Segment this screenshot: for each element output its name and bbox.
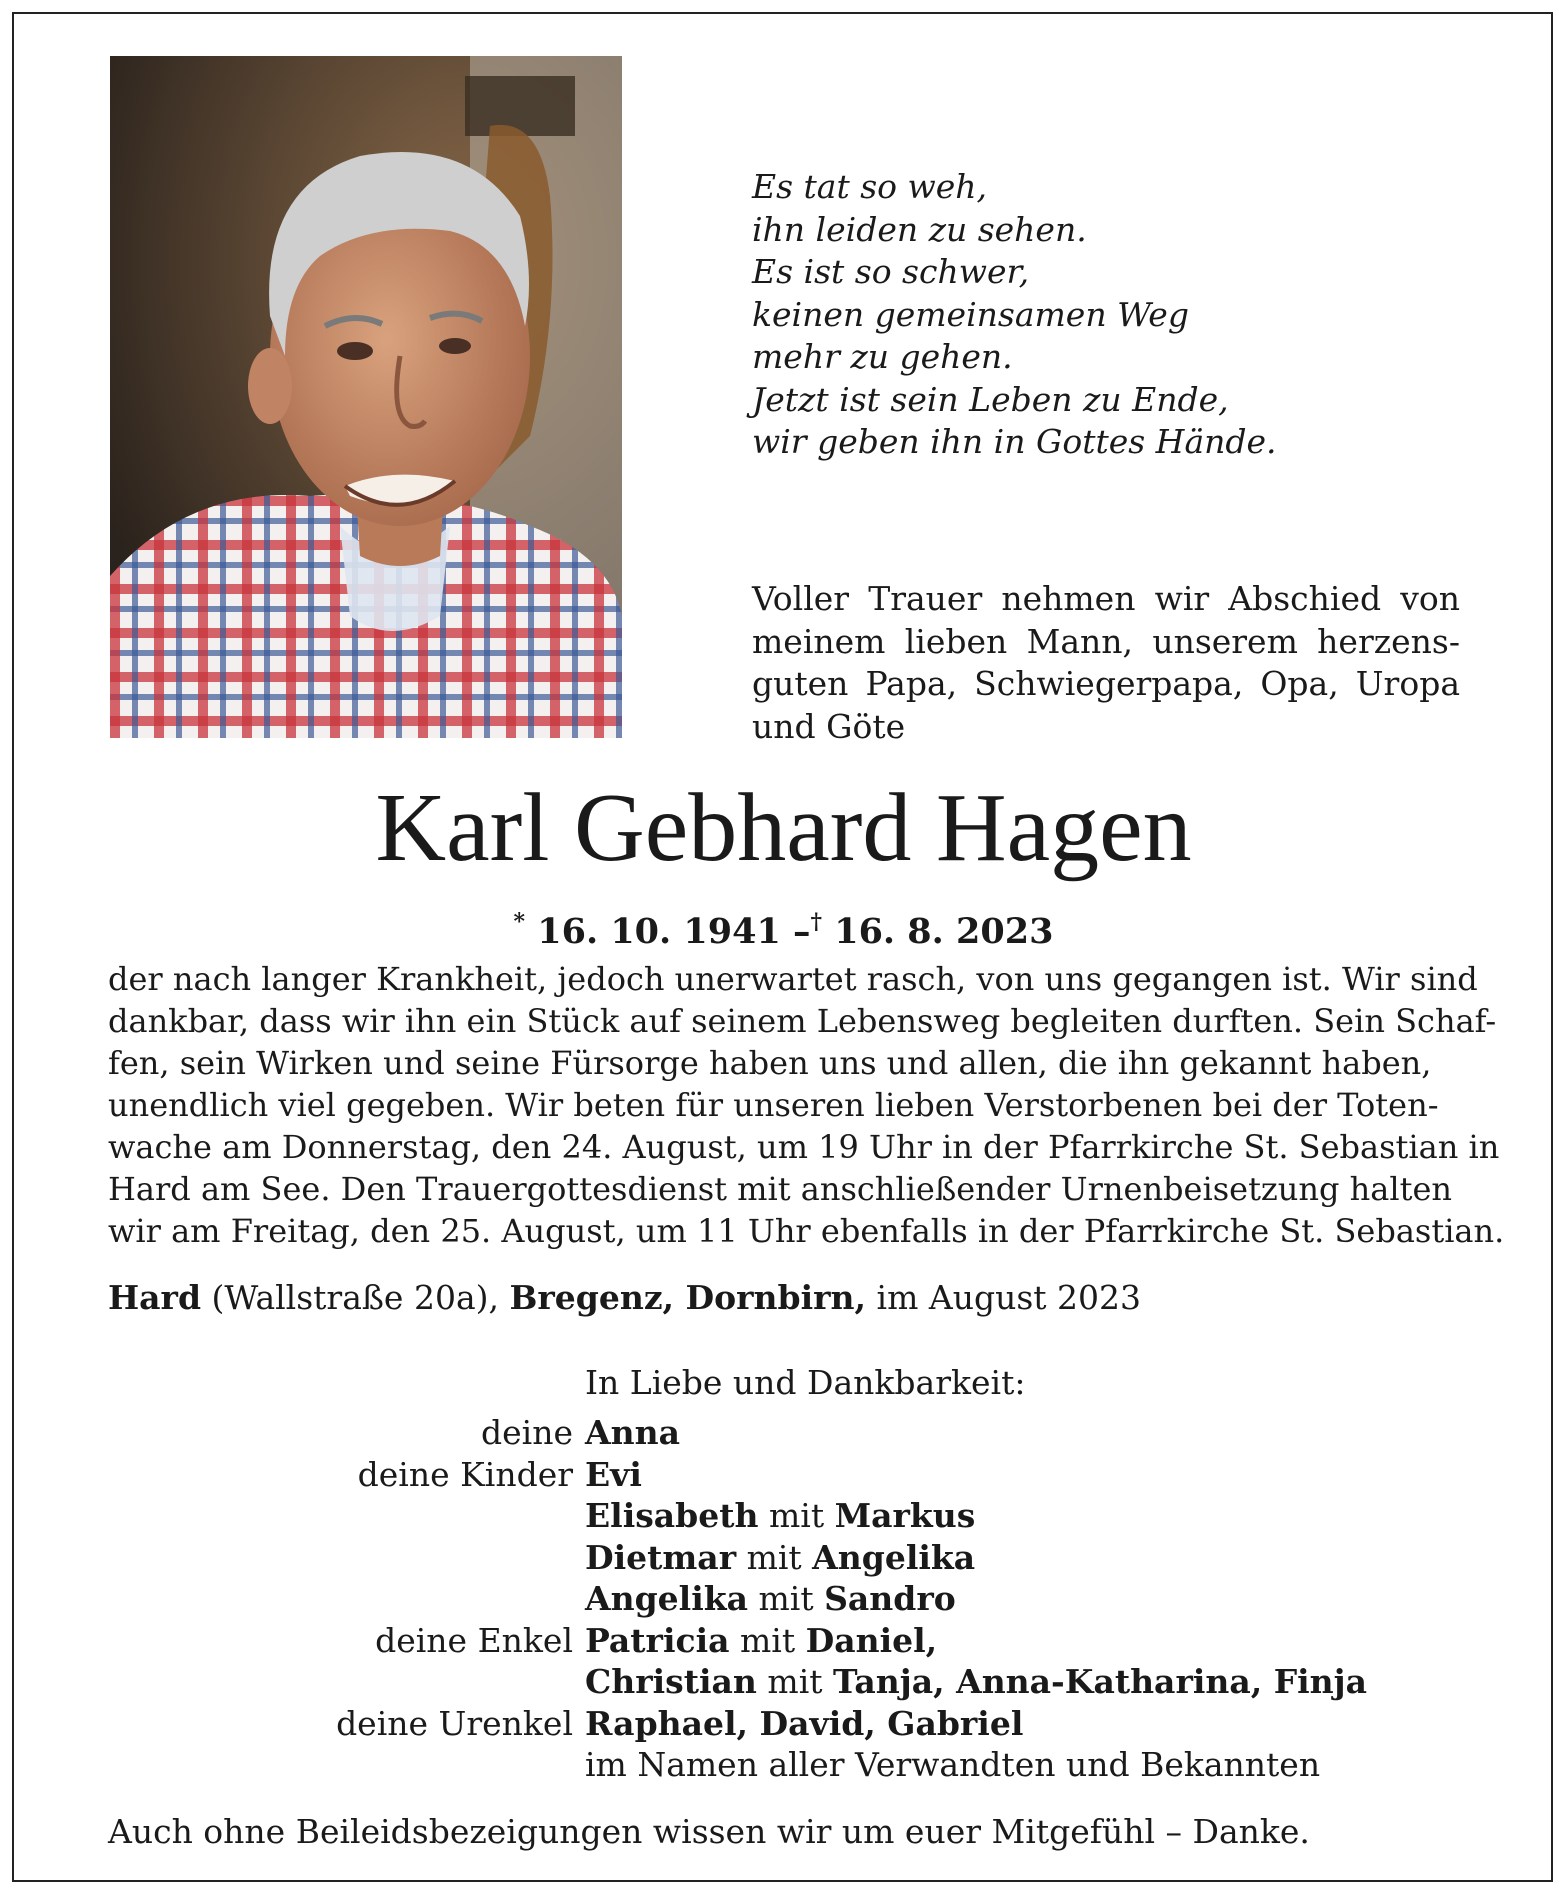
poem-line: wir geben ihn in Gottes Hände. bbox=[752, 422, 1277, 461]
family-row bbox=[300, 1412, 1367, 1454]
family-row bbox=[300, 1744, 1367, 1786]
family-names bbox=[585, 1661, 1367, 1703]
family-relation-label: deine Enkel bbox=[375, 1620, 573, 1660]
family-connector: im Namen aller Verwandten und Bekannten bbox=[585, 1745, 1321, 1784]
place-towns: Bregenz, Dornbirn, bbox=[509, 1278, 867, 1317]
death-date: 16. 8. 2023 bbox=[834, 911, 1054, 952]
body-line: dankbar, dass wir ihn ein Stück auf seinem Lebensweg begleiten durften. Sein Schaf- bbox=[108, 1002, 1497, 1040]
family-member-name: Sandro bbox=[824, 1579, 956, 1618]
poem-line: Jetzt ist sein Leben zu Ende, bbox=[752, 379, 1229, 419]
family-row bbox=[300, 1578, 1367, 1620]
family-relation-label: deine Urenkel bbox=[336, 1703, 573, 1743]
death-mark: † bbox=[810, 909, 823, 935]
family-member-name: Tanja, Anna-Katharina, Finja bbox=[833, 1662, 1367, 1701]
intro-paragraph: Voller Trauer nehmen wir Abschied von meinem lieben Mann, unserem herzensguten Papa, Schwiegerpapa, Opa, Uropa und Göte bbox=[752, 579, 1460, 746]
body-line: wir am Freitag, den 25. August, um 11 Uhr ebenfalls in der Pfarrkirche St. Sebastian. bbox=[108, 1212, 1505, 1250]
family-relation-label bbox=[300, 1495, 585, 1537]
family-list bbox=[300, 1412, 1367, 1786]
place-town: Hard bbox=[108, 1278, 202, 1317]
family-names bbox=[585, 1578, 956, 1620]
deceased-name: Karl Gebhard Hagen bbox=[375, 774, 1192, 882]
family-member-name: Angelika bbox=[812, 1537, 976, 1577]
body-line: unendlich viel gegeben. Wir beten für unseren lieben Verstorbenen bei der Toten- bbox=[108, 1086, 1439, 1124]
poem-line: mehr zu gehen. bbox=[752, 337, 1013, 376]
family-names bbox=[585, 1744, 1320, 1786]
life-dates bbox=[0, 900, 1567, 954]
family-connector: mit bbox=[758, 1496, 835, 1535]
family-relation-label bbox=[300, 1744, 585, 1786]
family-relation-label bbox=[300, 1537, 585, 1579]
family-relation-label bbox=[300, 1578, 585, 1620]
date-dash: – bbox=[793, 911, 811, 952]
poem bbox=[752, 166, 1472, 464]
family-row bbox=[300, 1537, 1367, 1579]
poem-line: ihn leiden zu sehen. bbox=[752, 209, 1087, 249]
family-relation-label: deine Kinder bbox=[357, 1454, 573, 1494]
family-member-name: Christian bbox=[585, 1662, 757, 1701]
poem-line: Es ist so schwer, bbox=[752, 252, 1030, 291]
family-names bbox=[585, 1412, 680, 1454]
place-address: (Wallstraße 20a), bbox=[211, 1278, 499, 1317]
family-row bbox=[300, 1495, 1367, 1537]
thanks-heading: In Liebe und Dankbarkeit: bbox=[585, 1363, 1026, 1402]
family-member-name: Daniel, bbox=[805, 1620, 938, 1660]
place-date: im August 2023 bbox=[876, 1278, 1141, 1317]
family-member-name: Anna bbox=[585, 1413, 680, 1452]
family-connector: mit bbox=[748, 1579, 825, 1618]
body-paragraph bbox=[108, 958, 1505, 1252]
family-names bbox=[585, 1454, 642, 1496]
body-line: fen, sein Wirken und seine Fürsorge haben uns und allen, die ihn gekannt haben, bbox=[108, 1044, 1432, 1082]
family-member-name: Angelika bbox=[585, 1579, 748, 1618]
closing-line: Auch ohne Beileidsbezeigungen wissen wir um euer Mitgefühl – Danke. bbox=[108, 1812, 1310, 1851]
body-line: der nach langer Krankheit, jedoch unerwartet rasch, von uns gegangen ist. Wir sind bbox=[108, 960, 1478, 998]
family-member-name: Elisabeth bbox=[585, 1496, 759, 1535]
family-row bbox=[300, 1661, 1367, 1703]
family-member-name: Markus bbox=[834, 1496, 976, 1535]
family-row bbox=[300, 1620, 1367, 1662]
family-names bbox=[585, 1537, 975, 1579]
body-line: Hard am See. Den Trauergottesdienst mit anschließender Urnenbeisetzung halten bbox=[108, 1170, 1452, 1208]
family-relation-label bbox=[300, 1661, 585, 1703]
family-relation-label: deine bbox=[481, 1413, 573, 1452]
family-connector: mit bbox=[729, 1620, 806, 1660]
birth-mark: * bbox=[513, 909, 526, 935]
family-names bbox=[585, 1495, 975, 1537]
family-member-name: Dietmar bbox=[585, 1537, 737, 1577]
family-connector: mit bbox=[736, 1537, 813, 1577]
family-row bbox=[300, 1454, 1367, 1496]
family-row bbox=[300, 1703, 1367, 1745]
place-and-date bbox=[108, 1277, 1141, 1319]
body-line: wache am Donnerstag, den 24. August, um 19 Uhr in der Pfarrkirche St. Sebastian in bbox=[108, 1128, 1500, 1166]
family-names bbox=[585, 1703, 1023, 1745]
portrait-illustration bbox=[110, 56, 622, 738]
family-member-name: Patricia bbox=[585, 1620, 730, 1660]
family-member-name: Evi bbox=[585, 1454, 642, 1494]
birth-date: 16. 10. 1941 bbox=[537, 911, 781, 952]
poem-line: Es tat so weh, bbox=[752, 167, 988, 206]
family-member-name: Raphael, David, Gabriel bbox=[585, 1703, 1024, 1743]
family-names bbox=[585, 1620, 937, 1662]
poem-line: keinen gemeinsamen Weg bbox=[752, 294, 1189, 334]
family-connector: mit bbox=[756, 1662, 834, 1701]
portrait-photo bbox=[110, 56, 622, 738]
